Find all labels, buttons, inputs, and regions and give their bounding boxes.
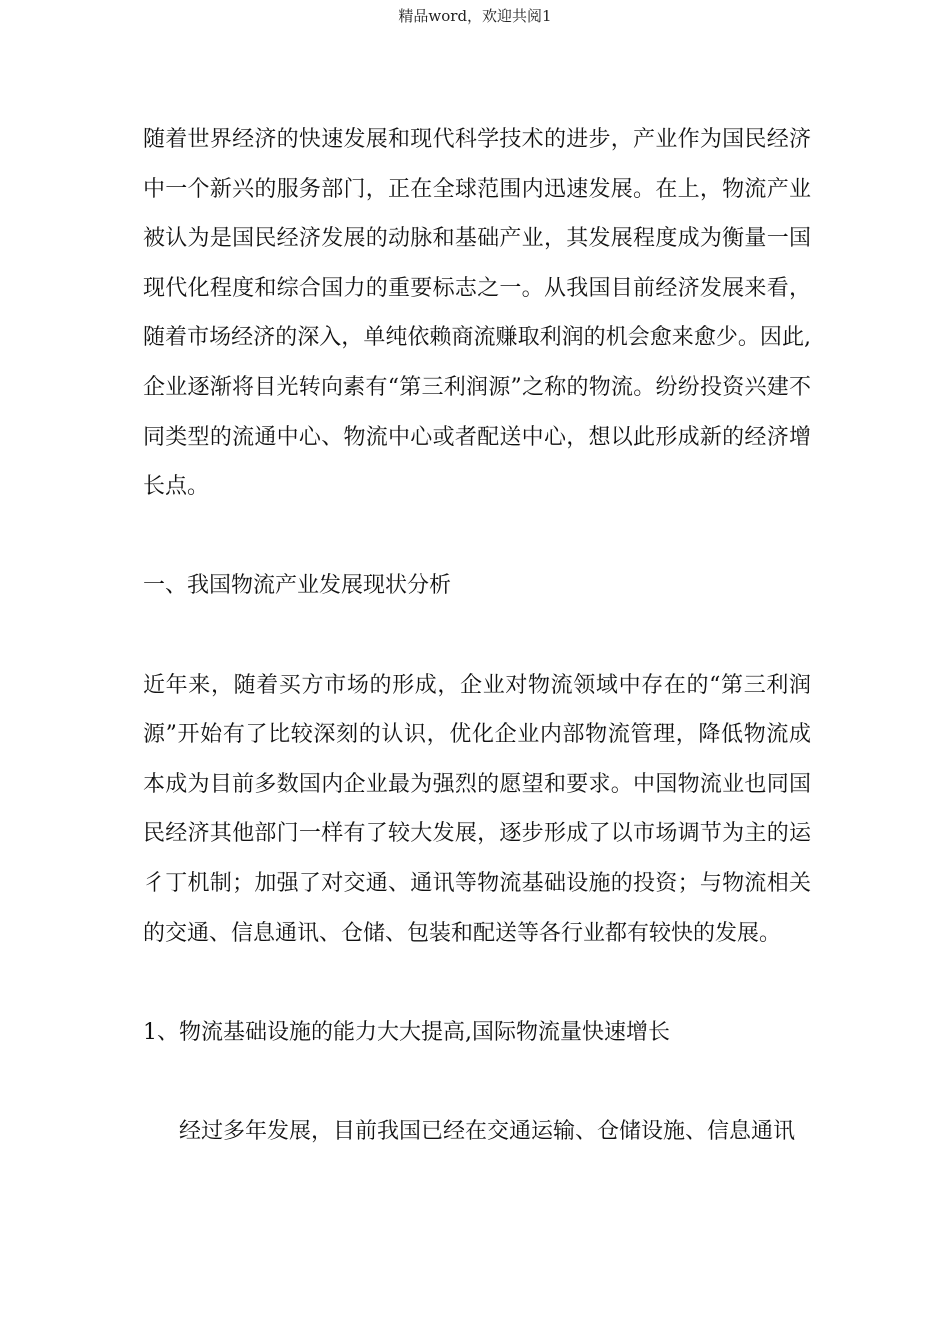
page-header: 精品word，欢迎共阅1 — [398, 7, 552, 25]
subsection-paragraph: 经过多年发展，目前我国已经在交通运输、仓储设施、信息通讯 — [179, 1118, 796, 1144]
section-heading: 一、我国物流产业发展现状分析 — [143, 573, 452, 599]
document-body — [143, 115, 811, 1156]
paragraph-gap — [143, 611, 811, 661]
paragraph-gap — [143, 1057, 811, 1107]
subsection-heading: 1、物流基础设施的能力大大提高,国际物流量快速增长 — [143, 1019, 670, 1045]
intro-paragraph: 随着世界经济的快速发展和现代科学技术的进步，产业作为国民经济中一个新兴的服务部门，正在全球范围内迅速发展。在上，物流产业被认为是国民经济发展的动脉和基础产业，其发展程度成为衡量一国现代化程度和综合国力的重要标志之一。从我国目前经济发展来看，随着市场经济的深入，单纯依赖商流赚取利润的机会愈来愈少。因此,企业逐渐将目光转向素有“第三利润源”之称的物流。纷纷投资兴建不同类型的流通中心、物流中心或者配送中心，想以此形成新的经济增长点。 — [143, 127, 811, 500]
paragraph-gap — [143, 958, 811, 1008]
section-paragraph: 近年来，随着买方市场的形成，企业对物流领域中存在的“第三利润源”开始有了比较深刻的认识，优化企业内部物流管理，降低物流成本成为目前多数国内企业最为强烈的愿望和要求。中国物流业也同国民经济其他部门一样有了较大发展，逐步形成了以市场调节为主的运彳丁机制；加强了对交通、通讯等物流基础设施的投资；与物流相关的交通、信息通讯、仓储、包装和配送等各行业都有较快的发展。 — [143, 672, 811, 946]
paragraph-gap — [143, 512, 811, 562]
